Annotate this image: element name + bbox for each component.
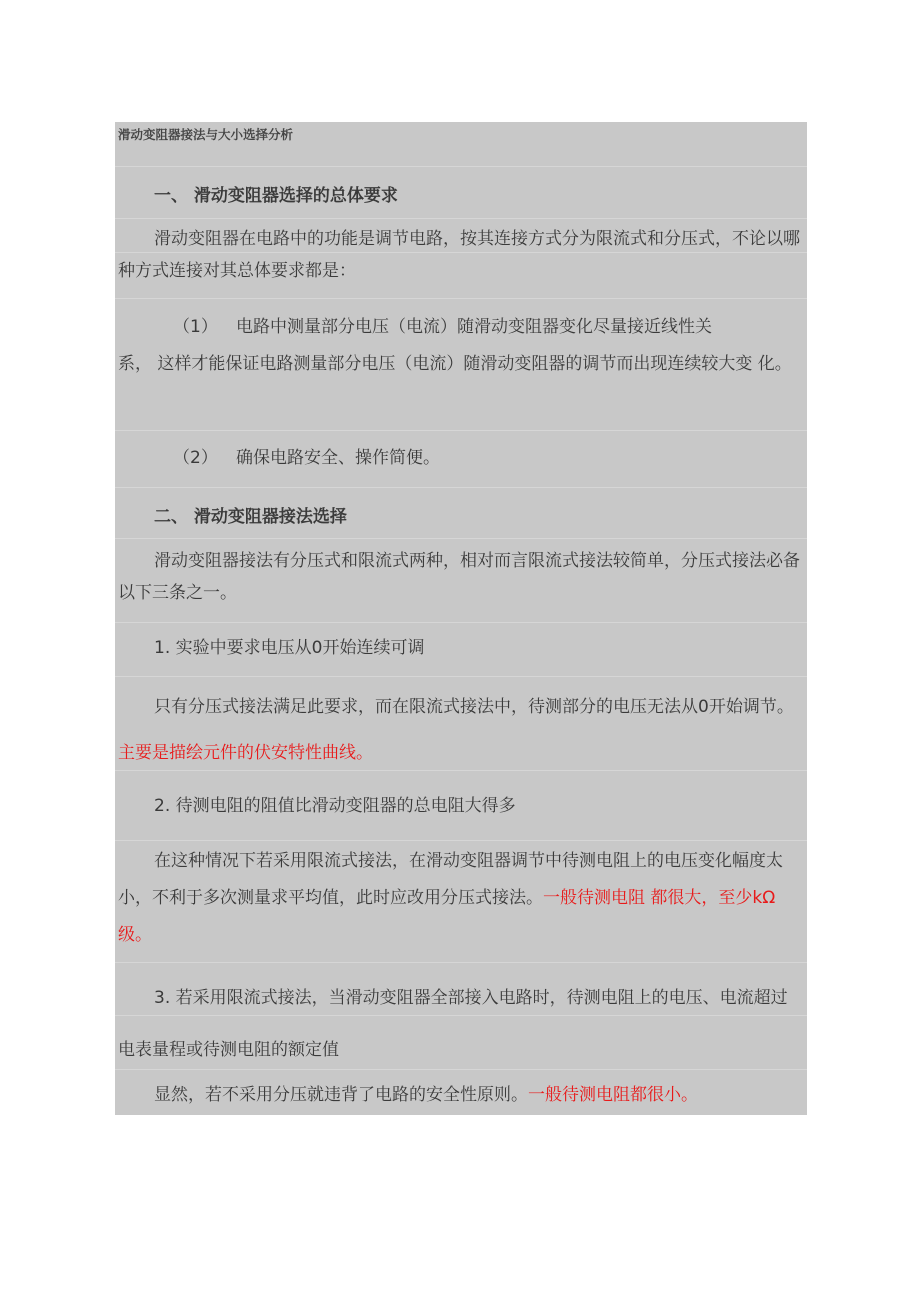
- requirement-2-number: （2）: [173, 448, 218, 468]
- condition-1-note: 主要是描绘元件的伏安特性曲线。: [118, 743, 373, 763]
- divider: [115, 430, 807, 431]
- condition-2-note: 一般待测电阻 都很大，至少kΩ级。: [118, 888, 776, 945]
- divider: [115, 218, 807, 219]
- divider: [115, 676, 807, 677]
- divider: [115, 166, 807, 167]
- condition-3-title: 3. 若采用限流式接法，当滑动变阻器全部接入电路时，待测电阻上的电压、电流超过电表量程或待测电阻的额定值: [118, 988, 788, 1060]
- divider: [115, 840, 807, 841]
- condition-3-note: 一般待测电阻都很小。: [528, 1085, 698, 1105]
- document-title: 滑动变阻器接法与大小选择分析: [118, 127, 294, 142]
- requirement-2-text: 确保电路安全、操作简便。: [236, 448, 440, 468]
- condition-3-text: 显然，若不采用分压就违背了电路的安全性原则。: [154, 1085, 528, 1105]
- condition-2-title: 2. 待测电阻的阻值比滑动变阻器的总电阻大得多: [154, 796, 516, 816]
- divider: [115, 622, 807, 623]
- condition-3-body: [118, 1079, 803, 1111]
- divider: [115, 487, 807, 488]
- condition-1-title: 1. 实验中要求电压从0开始连续可调: [154, 638, 425, 658]
- section1-heading: 一、 滑动变阻器选择的总体要求: [154, 186, 398, 206]
- requirement-1-number: （1）: [173, 317, 218, 337]
- divider: [115, 538, 807, 539]
- divider: [115, 298, 807, 299]
- document-page: [115, 122, 807, 1115]
- condition-1-text: 只有分压式接法满足此要求，而在限流式接法中，待测部分的电压无法从0开始调节。: [154, 697, 794, 717]
- requirement-1-text: 电路中测量部分电压（电流）随滑动变阻器变化尽量接近线性关: [236, 317, 712, 337]
- requirement-1: [118, 312, 803, 337]
- divider: [115, 962, 807, 963]
- condition-2-body: [118, 843, 803, 954]
- requirement-1-continued: 系， 这样才能保证电路测量部分电压（电流）随滑动变阻器的调节而出现连续较大变 化。: [118, 354, 792, 374]
- section2-intro: 滑动变阻器接法有分压式和限流式两种，相对而言限流式接法较简单，分压式接法必备以下三条之一。: [118, 551, 800, 603]
- section2-heading: 二、 滑动变阻器接法选择: [154, 507, 347, 527]
- condition-1-body: [118, 684, 803, 776]
- section1-intro: 滑动变阻器在电路中的功能是调节电路，按其连接方式分为限流式和分压式，不论以哪种方式连接对其总体要求都是：: [118, 229, 800, 281]
- requirement-2: [118, 443, 803, 468]
- condition-2-text: 在这种情况下若采用限流式接法，在滑动变阻器调节中待测电阻上的电压变化幅度太小，不利于多次测量求平均值，此时应改用分压式接法。: [118, 851, 783, 908]
